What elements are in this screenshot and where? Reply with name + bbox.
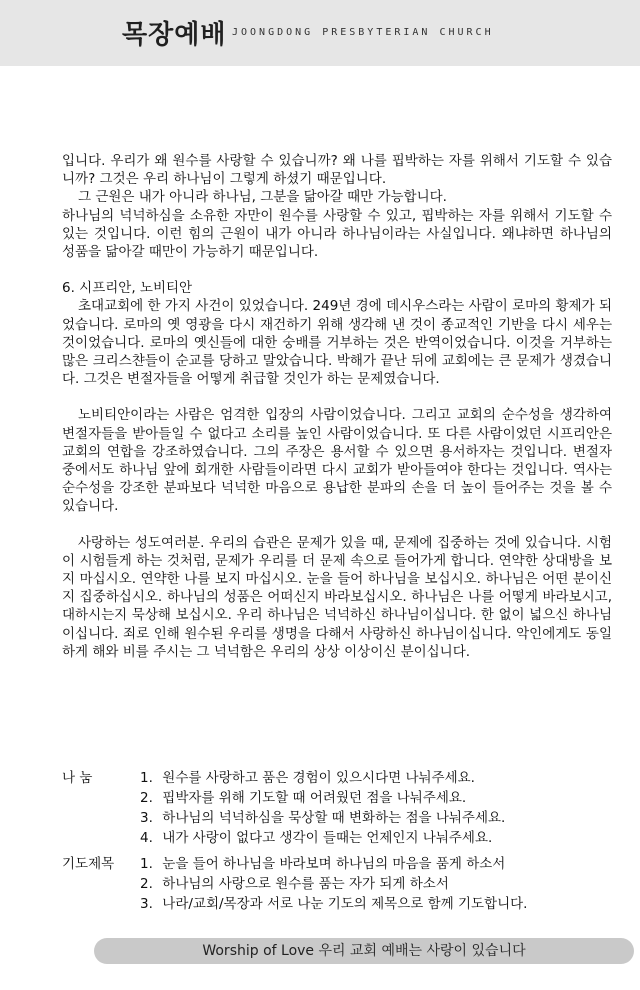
item-text: 하나님의 넉넉하심을 묵상할 때 변화하는 점을 나눠주세요. <box>162 810 506 826</box>
item-text: 하나님의 사랑으로 원수를 품는 자가 되게 하소서 <box>162 876 449 892</box>
paragraph-5: 노비티안이라는 사람은 엄격한 입장의 사람이었습니다. 그리고 교회의 순수성을 생각하여 변절자들을 받아들일 수 없다고 소리를 높인 사람이었습니다. 또 다른 사람이었던 시프리안은 교회의 연합을 강조하였습니다. 그의 주장은 용서할 수 있으면 용서하자는 것입니다. 변절자 중에서도 하나님 앞에 회개한 사람들이라면 다시 교회가 받아들여야 한다는 것입니다. 역사는 순수성을 강조한 분파보다 넉넉한 마음으로 용납한 분파의 손을 더 높이 들어주는 것을 볼 수 있습니다. <box>62 407 612 515</box>
spacer <box>62 388 612 406</box>
item-text: 핍박자를 위해 기도할 때 어려웠던 점을 나눠주세요. <box>162 790 467 806</box>
section-title: 6. 시프리안, 노비티안 <box>62 280 193 297</box>
paragraph-6: 사랑하는 성도여러분. 우리의 습관은 문제가 있을 때, 문제에 집중하는 것에 있습니다. 시험이 시험들게 하는 것처럼, 문제가 우리를 더 문제 속으로 들어가게 합니다. 연약한 상대방을 보지 마십시오. 연약한 나를 보지 마십시오. 눈을 들어 하나님을 보십시오. 하나님은 어떤 분이신지 집중하십시오. 하나님의 성품은 어떠신지 바라보십시오. 하나님은 나를 어떻게 바라보시고, 대하시는지 묵상해 보십시오. 우리 하나님은 넉넉하신 하나님이십니다. 한 없이 넓으신 하나님이십니다. 죄로 인해 원수된 우리를 생명을 다해서 사랑하신 하나님이십니다. 악인에게도 동일하게 해와 비를 주시는 그 넉넉함은 우리의 상상 이상이신 분이십니다. <box>62 534 612 660</box>
sharing-list <box>140 768 620 848</box>
list-item <box>140 808 620 828</box>
item-number: 3. <box>140 810 153 826</box>
list-item <box>140 894 620 914</box>
paragraph-1: 입니다. 우리가 왜 원수를 사랑할 수 있습니까? 왜 나를 핍박하는 자를 위해서 기도할 수 있습니까? 그것은 우리 하나님이 그렇게 하셨기 때문입니다. <box>62 153 612 188</box>
item-number: 1. <box>140 856 153 872</box>
sermon-body <box>62 152 612 661</box>
sharing-section <box>62 768 622 858</box>
spacer <box>62 261 612 279</box>
item-number: 2. <box>140 790 153 806</box>
item-text: 내가 사랑이 없다고 생각이 들때는 언제인지 나눠주세요. <box>162 830 493 846</box>
prayer-section <box>62 854 622 920</box>
paragraph-3: 하나님의 넉넉하심을 소유한 자만이 원수를 사랑할 수 있고, 핍박하는 자를 위해서 기도할 수 있는 것입니다. 이런 힘의 근원이 내가 아니라 하나님이라는 사실입니다. 왜냐하면 하나님의 성품을 닮아갈 때만이 가능하기 때문입니다. <box>62 207 612 261</box>
item-number: 4. <box>140 830 153 846</box>
prayer-label: 기도제목 <box>62 856 115 872</box>
footer-banner: Worship of Love 우리 교회 예배는 사랑이 있습니다 <box>94 938 634 964</box>
item-number: 2. <box>140 876 153 892</box>
list-item <box>140 768 620 788</box>
item-text: 나라/교회/목장과 서로 나눈 기도의 제목으로 함께 기도합니다. <box>162 896 528 912</box>
list-item <box>140 854 620 874</box>
header-subtitle: JOONGDONG PRESBYTERIAN CHURCH <box>232 27 494 38</box>
item-number: 1. <box>140 770 153 786</box>
list-item <box>140 874 620 894</box>
header-title: 목장예배 <box>122 20 227 50</box>
item-text: 원수를 사랑하고 품은 경험이 있으시다면 나눠주세요. <box>162 770 475 786</box>
paragraph-2: 그 근원은 내가 아니라 하나님, 그분을 닮아갈 때만 가능합니다. <box>78 189 447 206</box>
item-text: 눈을 들어 하나님을 바라보며 하나님의 마음을 품게 하소서 <box>162 856 506 872</box>
item-number: 3. <box>140 896 153 912</box>
paragraph-4: 초대교회에 한 가지 사건이 있었습니다. 249년 경에 데시우스라는 사람이 로마의 황제가 되었습니다. 로마의 옛 영광을 다시 재건하기 위해 생각해 낸 것이 종교적인 기반을 다시 세우는 것이었습니다. 로마의 옛신들에 대한 숭배를 거부하는 것은 반역이었습니다. 이것을 거부하는 많은 크리스챤들이 순교를 당하고 말았습니다. 박해가 끝난 뒤에 교회에는 큰 문제가 생겼습니다. 그것은 변절자들을 어떻게 취급할 것인가 하는 문제였습니다. <box>62 298 612 388</box>
prayer-list <box>140 854 620 914</box>
sharing-label: 나 눔 <box>62 770 93 786</box>
list-item <box>140 788 620 808</box>
spacer <box>62 516 612 534</box>
page-header <box>0 0 640 66</box>
list-item <box>140 828 620 848</box>
